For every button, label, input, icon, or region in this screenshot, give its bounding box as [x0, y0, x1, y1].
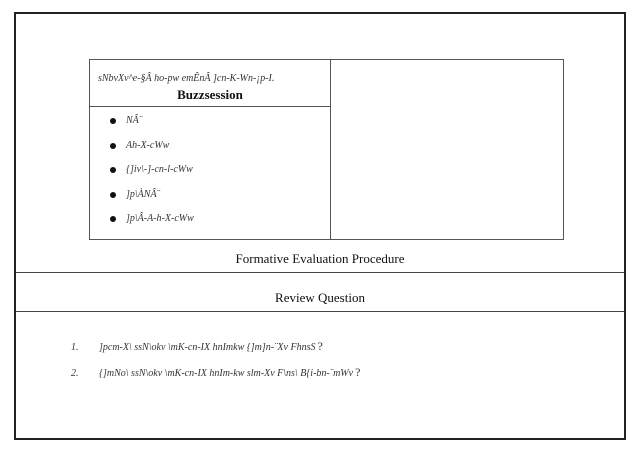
bullet-icon	[110, 167, 116, 173]
list-item: ]p\ÀNÂ¨	[110, 186, 194, 211]
list-item: NÂ¨	[110, 112, 194, 137]
bullet-icon	[110, 118, 116, 124]
list-item: 1. ]pcm-X\ ssN\okv \mK-cn-IX hnImkw {]m]n-¨Xv FhnsS ?	[71, 339, 323, 353]
review-questions	[71, 338, 360, 390]
bullet-icon	[110, 216, 116, 222]
buzzsession-steps	[110, 112, 194, 235]
buzzsession-intro: sNbvXv^e-§Â ho-pw emÊnÂ ]cn-K-Wn-¡p-I.	[98, 73, 275, 84]
page-frame	[14, 12, 626, 440]
list-item: 2. {]mNo\ ssN\okv \mK-cn-IX hnIm-kw slm-Xv F\ns\ B{i-bn-¨mWv ?	[71, 365, 361, 379]
formative-evaluation-heading: Formative Evaluation Procedure	[235, 251, 405, 266]
list-item: {]iv\-]-cn-l-cWw	[110, 161, 194, 186]
bullet-icon	[110, 143, 116, 149]
list-item: ]p\Â-A-h-X-cWw	[110, 210, 194, 235]
title-divider	[90, 106, 330, 107]
buzzsession-box	[89, 59, 564, 240]
list-item: Ah-X-cWw	[110, 137, 194, 162]
review-question-heading: Review Question	[275, 290, 365, 305]
buzzsession-cell	[90, 60, 330, 239]
bullet-icon	[110, 192, 116, 198]
section-divider	[16, 272, 624, 273]
buzzsession-title: Buzzsession	[177, 87, 243, 102]
section-divider	[16, 311, 624, 312]
column-divider	[330, 60, 331, 239]
